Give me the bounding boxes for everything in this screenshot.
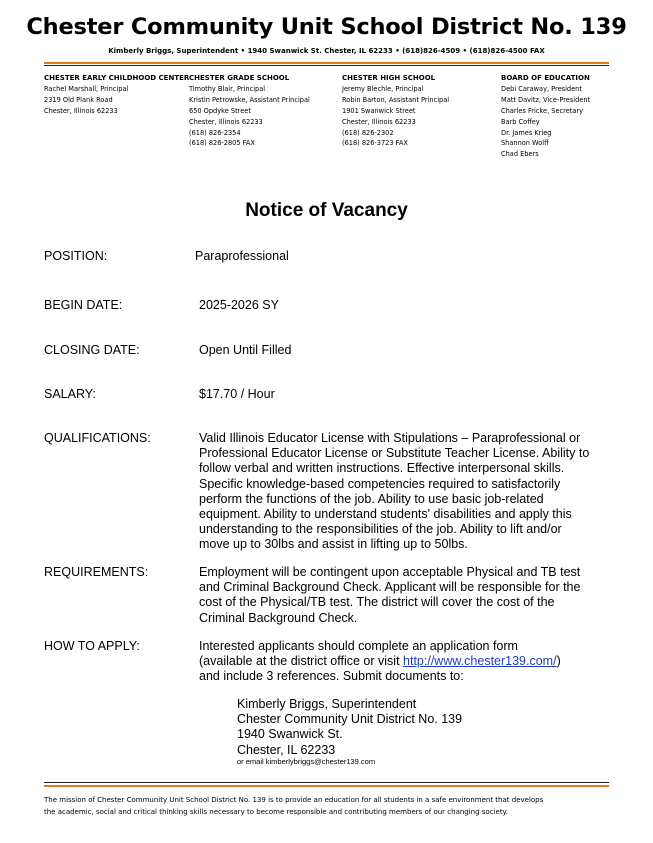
qualifications-line: Valid Illinois Educator License with Stipulations – Paraprofessional or [199, 431, 581, 445]
how-to-apply-line: and include 3 references. Submit documents to: [199, 669, 464, 684]
school-info-line: 1901 Swanwick Street [342, 106, 416, 115]
address-line: Kimberly Briggs, Superintendent [237, 697, 417, 711]
qualifications-line: follow verbal and written instructions. Effective interpersonal skills. [199, 461, 565, 476]
school-name: CHESTER EARLY CHILDHOOD CENTER [44, 74, 190, 82]
school-info-line: Timothy Blair, Principal [189, 84, 266, 93]
requirements-line: Employment will be contingent upon acceptable Physical and TB test [199, 565, 581, 579]
requirements-line: and Criminal Background Check. Applicant will be responsible for the [199, 580, 581, 595]
board-member: Barb Coffey [501, 117, 540, 126]
qualifications-line: equipment. Ability to understand students' disabilities and apply this [199, 507, 572, 522]
header-divider-orange [44, 62, 609, 64]
qualifications-label: QUALIFICATIONS: [44, 431, 151, 445]
notice-title: Notice of Vacancy [245, 200, 408, 221]
school-info-line: Chester, Illinois 62233 [44, 106, 118, 115]
salary-label: SALARY: [44, 387, 96, 401]
contact-email: or email kimberlybriggs@chester139.com [237, 757, 376, 766]
mailing-address [237, 697, 462, 758]
school-column-grade-school [189, 73, 310, 149]
position-value: Paraprofessional [195, 249, 289, 263]
how-to-apply-line [199, 654, 561, 669]
mission-statement [44, 795, 614, 818]
district-website-link[interactable]: http://www.chester139.com/ [403, 654, 557, 669]
mission-line: the academic, social and critical thinking skills necessary to become responsible and contributing members of our changing society. [44, 807, 508, 816]
board-member: Dr. James Krieg [501, 128, 552, 137]
header-divider-black [44, 65, 609, 66]
school-info-line: Jeremy Blechle, Principal [342, 84, 424, 93]
school-info-line: Robin Barton, Assistant Principal [342, 95, 450, 104]
requirements-line: Criminal Background Check. [199, 610, 358, 625]
closing-date-value: Open Until Filled [199, 343, 292, 357]
salary-value: $17.70 / Hour [199, 387, 275, 401]
how-to-apply-text [199, 639, 561, 685]
board-member: Matt Davitz, Vice-President [501, 95, 591, 104]
qualifications-line: Professional Educator License or Substitute Teacher License. Ability to [199, 446, 590, 461]
qualifications-line: understanding to the responsibilities of the job. Ability to lift and/or [199, 522, 562, 537]
school-info-line: (618) 826-2805 FAX [189, 139, 255, 148]
begin-date-label: BEGIN DATE: [44, 298, 123, 312]
requirements-line: cost of the Physical/TB test. The district will cover the cost of the [199, 595, 555, 610]
mission-line: The mission of Chester Community Unit School District No. 139 is to provide an education for all students in a safe environment that develops [44, 796, 544, 804]
requirements-text [199, 565, 580, 626]
school-info-line: (618) 826-2302 [342, 128, 394, 137]
position-label: POSITION: [44, 249, 108, 263]
board-member: Debi Caraway, President [501, 84, 582, 93]
address-line: Chester Community Unit District No. 139 [237, 712, 463, 727]
board-member: Shannon Wolff [501, 139, 549, 148]
school-name: CHESTER GRADE SCHOOL [189, 74, 290, 82]
requirements-label: REQUIREMENTS: [44, 565, 149, 579]
qualifications-text [199, 431, 589, 553]
footer-divider-black [44, 782, 609, 783]
how-to-apply-line-prefix: (available at the district office or visit [199, 654, 404, 669]
address-line: 1940 Swanwick St. [237, 727, 343, 742]
closing-date-label: CLOSING DATE: [44, 343, 140, 357]
school-column-early-childhood [44, 73, 189, 117]
school-info-line: (618) 826-3723 FAX [342, 139, 408, 148]
school-info-line: 2319 Old Plank Road [44, 95, 113, 104]
school-info-line: Chester, Illinois 62233 [342, 117, 416, 126]
school-info-line: 650 Opdyke Street [189, 106, 251, 115]
school-name: BOARD OF EDUCATION [501, 74, 590, 82]
footer-divider-orange [44, 785, 609, 787]
school-column-board-of-education [501, 73, 590, 160]
school-info-line: (618) 826-2354 [189, 128, 241, 137]
school-info-line: Rachel Marshall, Principal [44, 84, 129, 93]
district-title: Chester Community Unit School District No. 139 [26, 14, 627, 40]
begin-date-value: 2025-2026 SY [199, 298, 279, 312]
school-info-line: Chester, Illinois 62233 [189, 117, 263, 126]
school-name: CHESTER HIGH SCHOOL [342, 74, 436, 82]
qualifications-line: Specific knowledge-based competencies required to satisfactorily [199, 476, 561, 491]
qualifications-line: move up to 30lbs and assist in lifting up to 50lbs. [199, 537, 468, 552]
address-line: Chester, IL 62233 [237, 742, 336, 757]
how-to-apply-line-suffix: ) [556, 654, 561, 669]
qualifications-line: perform the functions of the job. Ability to use basic job-related [199, 491, 544, 506]
how-to-apply-line: Interested applicants should complete an application form [199, 639, 518, 653]
board-member: Charles Fricke, Secretary [501, 106, 583, 115]
how-to-apply-label: HOW TO APPLY: [44, 639, 140, 653]
school-info-line: Kristin Petrowske, Assistant Principal [189, 95, 310, 104]
school-column-high-school [342, 73, 449, 149]
board-member: Chad Ebers [501, 150, 539, 159]
district-contact-line: Kimberly Briggs, Superintendent • 1940 Swanwick St. Chester, IL 62233 • (618)826-4509 • (618)826-4500 FAX [108, 47, 545, 55]
